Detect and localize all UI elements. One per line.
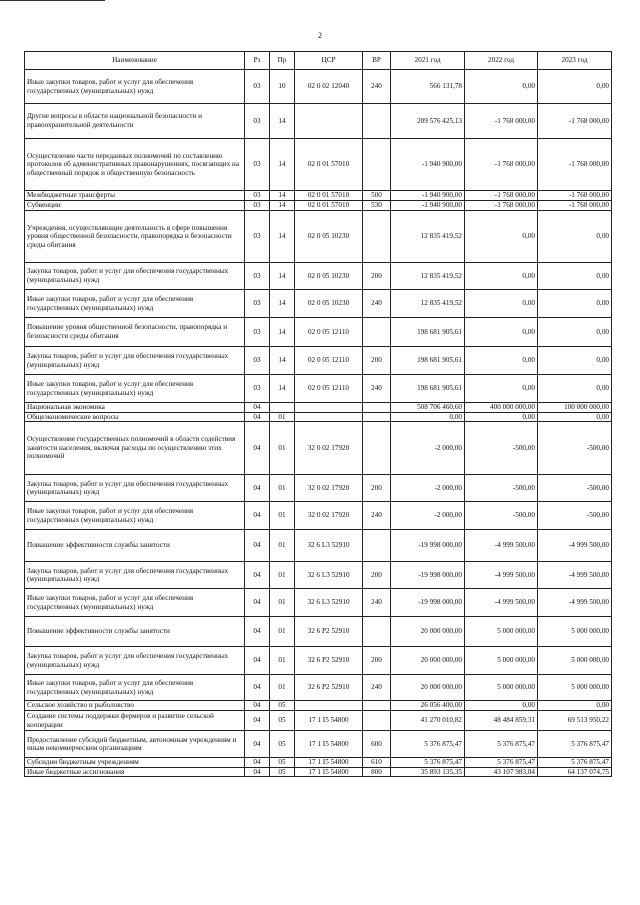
row-pr: 01 xyxy=(270,422,295,475)
row-name: Иные закупки товаров, работ и услуг для обеспечения государственных (муниципальных) нужд xyxy=(25,375,245,403)
row-pr: 01 xyxy=(270,502,295,530)
row-rz: 03 xyxy=(245,375,270,403)
row-2023: 0,00 xyxy=(538,263,612,290)
row-2022: 0,00 xyxy=(465,347,538,375)
row-2022: -1 768 000,00 xyxy=(465,139,538,191)
table-row xyxy=(25,617,612,647)
row-2022: 0,00 xyxy=(465,290,538,318)
row-vr: 200 xyxy=(363,347,391,375)
row-name: Повышение эффективности службы занятости xyxy=(25,530,245,562)
row-2021: 35 893 135,35 xyxy=(391,767,465,777)
row-csr: 32 6 L3 52910 xyxy=(295,562,363,589)
table-row xyxy=(25,290,612,318)
table-row xyxy=(25,201,612,211)
row-pr: 14 xyxy=(270,201,295,211)
row-2021: -19 998 000,00 xyxy=(391,589,465,617)
row-vr: 530 xyxy=(363,201,391,211)
table-row xyxy=(25,502,612,530)
row-csr xyxy=(295,403,363,413)
row-pr: 14 xyxy=(270,347,295,375)
row-2022: 0,00 xyxy=(465,701,538,711)
row-pr: 14 xyxy=(270,263,295,290)
table-row xyxy=(25,70,612,104)
row-2022: 5 000 000,00 xyxy=(465,617,538,647)
row-2022: 5 000 000,00 xyxy=(465,675,538,701)
row-2021: 12 835 419,52 xyxy=(391,263,465,290)
row-name: Закупка товаров, работ и услуг для обеспечения государственных (муниципальных) нужд xyxy=(25,562,245,589)
row-csr: 02 0 01 57010 xyxy=(295,139,363,191)
row-2021: 12 835 419,52 xyxy=(391,211,465,263)
row-name: Сельское хозяйство и рыболовство xyxy=(25,701,245,711)
row-rz: 04 xyxy=(245,731,270,758)
row-2022: 0,00 xyxy=(465,211,538,263)
row-vr: 800 xyxy=(363,767,391,777)
table-row xyxy=(25,422,612,475)
row-rz: 03 xyxy=(245,104,270,139)
row-csr: 32 6 L3 52910 xyxy=(295,589,363,617)
row-pr: 14 xyxy=(270,375,295,403)
row-pr: 14 xyxy=(270,318,295,347)
row-csr: 17 1 I5 54800 xyxy=(295,711,363,731)
row-vr xyxy=(363,530,391,562)
row-rz: 03 xyxy=(245,318,270,347)
row-2022: 400 000 000,00 xyxy=(465,403,538,413)
col-header-pr: Пр xyxy=(270,52,295,70)
row-2023: -1 768 000,00 xyxy=(538,191,612,201)
row-csr: 02 0 01 57010 xyxy=(295,191,363,201)
row-name: Создание системы поддержки фермеров и развитие сельской кооперации xyxy=(25,711,245,731)
row-pr: 14 xyxy=(270,139,295,191)
row-2023: 0,00 xyxy=(538,412,612,422)
col-header-csr: ЦСР xyxy=(295,52,363,70)
row-csr xyxy=(295,412,363,422)
row-rz: 04 xyxy=(245,617,270,647)
table-row xyxy=(25,347,612,375)
row-vr: 240 xyxy=(363,375,391,403)
row-vr: 200 xyxy=(363,475,391,502)
page-number: 2 xyxy=(318,31,322,40)
row-vr xyxy=(363,711,391,731)
row-pr: 05 xyxy=(270,701,295,711)
row-pr: 01 xyxy=(270,647,295,675)
row-2022: -1 768 000,00 xyxy=(465,104,538,139)
table-row xyxy=(25,530,612,562)
row-csr: 02 0 01 57010 xyxy=(295,201,363,211)
row-2022: 5 376 875,47 xyxy=(465,758,538,768)
row-2023: -4 999 500,00 xyxy=(538,530,612,562)
row-2023: -500,00 xyxy=(538,502,612,530)
row-rz: 04 xyxy=(245,530,270,562)
row-csr: 32 6 P2 52910 xyxy=(295,617,363,647)
row-2022: 48 484 859,31 xyxy=(465,711,538,731)
row-2022: 0,00 xyxy=(465,412,538,422)
row-name: Повышение эффективности службы занятости xyxy=(25,617,245,647)
row-vr xyxy=(363,617,391,647)
row-rz: 03 xyxy=(245,139,270,191)
row-rz: 04 xyxy=(245,412,270,422)
row-2022: 0,00 xyxy=(465,263,538,290)
row-vr: 600 xyxy=(363,731,391,758)
row-csr: 02 0 05 12110 xyxy=(295,318,363,347)
row-rz: 04 xyxy=(245,422,270,475)
table-row xyxy=(25,139,612,191)
row-rz: 03 xyxy=(245,211,270,263)
row-2022: -1 768 000,00 xyxy=(465,191,538,201)
row-pr: 01 xyxy=(270,675,295,701)
row-name: Другие вопросы в области национальной безопасности и правоохранительной деятельности xyxy=(25,104,245,139)
row-csr: 32 0 02 17920 xyxy=(295,502,363,530)
row-pr: 14 xyxy=(270,290,295,318)
row-2023: 0,00 xyxy=(538,290,612,318)
row-2023: -1 768 000,00 xyxy=(538,104,612,139)
row-vr: 240 xyxy=(363,290,391,318)
table-row xyxy=(25,318,612,347)
row-pr: 01 xyxy=(270,530,295,562)
table-row xyxy=(25,211,612,263)
row-2021: -2 000,00 xyxy=(391,422,465,475)
row-vr xyxy=(363,412,391,422)
row-vr: 240 xyxy=(363,589,391,617)
row-rz: 03 xyxy=(245,263,270,290)
row-vr xyxy=(363,701,391,711)
row-name: Общеэкономические вопросы xyxy=(25,412,245,422)
table-row xyxy=(25,475,612,502)
row-name: Предоставление субсидий бюджетным, автономным учреждениям и иным некоммерческим организациям xyxy=(25,731,245,758)
row-2023: -4 999 500,00 xyxy=(538,589,612,617)
table-row xyxy=(25,403,612,413)
row-csr: 32 6 P2 52910 xyxy=(295,647,363,675)
row-2021: 566 131,78 xyxy=(391,70,465,104)
table-row xyxy=(25,412,612,422)
row-2021: 508 706 460,60 xyxy=(391,403,465,413)
row-2022: -500,00 xyxy=(465,502,538,530)
row-pr: 14 xyxy=(270,211,295,263)
row-rz: 04 xyxy=(245,562,270,589)
table-row xyxy=(25,589,612,617)
row-name: Осуществление части переданных полномочий по составлению протоколов об административных правонарушениях, посягающих на общественный порядок и общественную безопасность xyxy=(25,139,245,191)
col-header-2022: 2022 год xyxy=(465,52,538,70)
table-row xyxy=(25,562,612,589)
row-csr: 17 1 I5 54800 xyxy=(295,731,363,758)
row-2021: 12 835 419,52 xyxy=(391,290,465,318)
row-pr: 14 xyxy=(270,191,295,201)
row-name: Иные закупки товаров, работ и услуг для обеспечения государственных (муниципальных) нужд xyxy=(25,290,245,318)
row-csr xyxy=(295,701,363,711)
row-2021: -1 940 900,00 xyxy=(391,201,465,211)
row-2022: -4 999 500,00 xyxy=(465,562,538,589)
row-rz: 03 xyxy=(245,201,270,211)
row-2023: -1 768 000,00 xyxy=(538,201,612,211)
row-name: Закупка товаров, работ и услуг для обеспечения государственных (муниципальных) нужд xyxy=(25,647,245,675)
row-rz: 04 xyxy=(245,767,270,777)
row-2023: -4 999 500,00 xyxy=(538,562,612,589)
row-csr: 02 0 05 12110 xyxy=(295,375,363,403)
row-pr: 10 xyxy=(270,70,295,104)
col-header-2021: 2021 год xyxy=(391,52,465,70)
row-2021: -2 000,00 xyxy=(391,475,465,502)
table-row xyxy=(25,263,612,290)
row-csr: 02 0 05 12110 xyxy=(295,347,363,375)
row-csr: 17 1 I5 54800 xyxy=(295,758,363,768)
row-2021: 209 576 425,13 xyxy=(391,104,465,139)
row-vr: 200 xyxy=(363,647,391,675)
row-csr: 17 1 I5 54800 xyxy=(295,767,363,777)
row-2023: 69 513 950,22 xyxy=(538,711,612,731)
row-rz: 04 xyxy=(245,711,270,731)
row-2022: 5 000 000,00 xyxy=(465,647,538,675)
table-row xyxy=(25,647,612,675)
row-name: Закупка товаров, работ и услуг для обеспечения государственных (муниципальных) нужд xyxy=(25,347,245,375)
row-2023: 0,00 xyxy=(538,701,612,711)
row-2022: -4 999 500,00 xyxy=(465,530,538,562)
row-2021: -2 000,00 xyxy=(391,502,465,530)
row-name: Закупка товаров, работ и услуг для обеспечения государственных (муниципальных) нужд xyxy=(25,263,245,290)
row-2023: -1 768 000,00 xyxy=(538,139,612,191)
row-2023: 5 000 000,00 xyxy=(538,675,612,701)
row-2021: -19 998 000,00 xyxy=(391,530,465,562)
row-vr: 200 xyxy=(363,263,391,290)
row-name: Субвенции xyxy=(25,201,245,211)
row-2021: 26 056 400,00 xyxy=(391,701,465,711)
row-name: Субсидии бюджетным учреждениям xyxy=(25,758,245,768)
col-header-2023: 2023 год xyxy=(538,52,612,70)
row-2023: 5 376 875,47 xyxy=(538,731,612,758)
row-pr: 01 xyxy=(270,589,295,617)
row-csr: 32 0 02 17920 xyxy=(295,475,363,502)
row-csr: 02 0 05 10230 xyxy=(295,290,363,318)
row-2021: 198 681 905,61 xyxy=(391,375,465,403)
row-2021: -19 998 000,00 xyxy=(391,562,465,589)
row-2022: -4 999 500,00 xyxy=(465,589,538,617)
row-2022: -1 768 000,00 xyxy=(465,201,538,211)
row-2023: 0,00 xyxy=(538,318,612,347)
row-2021: 20 000 000,00 xyxy=(391,617,465,647)
row-2023: -500,00 xyxy=(538,475,612,502)
row-vr xyxy=(363,318,391,347)
row-vr: 200 xyxy=(363,562,391,589)
row-rz: 03 xyxy=(245,290,270,318)
row-rz: 04 xyxy=(245,758,270,768)
row-2021: 20 000 000,00 xyxy=(391,647,465,675)
row-vr xyxy=(363,422,391,475)
row-2021: 5 376 875,47 xyxy=(391,731,465,758)
row-vr: 500 xyxy=(363,191,391,201)
row-2021: -1 940 900,00 xyxy=(391,139,465,191)
row-csr: 02 0 02 12040 xyxy=(295,70,363,104)
row-2023: 5 376 875,47 xyxy=(538,758,612,768)
col-header-name: Наименование xyxy=(25,52,245,70)
table-row xyxy=(25,701,612,711)
row-rz: 03 xyxy=(245,70,270,104)
row-2023: -500,00 xyxy=(538,422,612,475)
row-2022: -500,00 xyxy=(465,422,538,475)
row-name: Национальная экономика xyxy=(25,403,245,413)
row-rz: 04 xyxy=(245,589,270,617)
row-vr: 240 xyxy=(363,675,391,701)
row-pr: 05 xyxy=(270,711,295,731)
row-2023: 0,00 xyxy=(538,70,612,104)
budget-table xyxy=(24,51,612,777)
row-name: Иные закупки товаров, работ и услуг для обеспечения государственных (муниципальных) нужд xyxy=(25,502,245,530)
row-2022: -500,00 xyxy=(465,475,538,502)
row-csr: 32 0 02 17920 xyxy=(295,422,363,475)
row-rz: 03 xyxy=(245,347,270,375)
row-csr: 02 0 05 10230 xyxy=(295,263,363,290)
row-name: Закупка товаров, работ и услуг для обеспечения государственных (муниципальных) нужд xyxy=(25,475,245,502)
row-2021: 41 270 010,82 xyxy=(391,711,465,731)
row-csr: 32 6 L3 52910 xyxy=(295,530,363,562)
row-pr: 14 xyxy=(270,104,295,139)
row-rz: 04 xyxy=(245,701,270,711)
row-2021: 198 681 905,61 xyxy=(391,318,465,347)
table-row xyxy=(25,375,612,403)
row-name: Повышение уровня общественной безопасности, правопорядка и безопасности среды обитания xyxy=(25,318,245,347)
row-csr: 32 6 P2 52910 xyxy=(295,675,363,701)
row-pr: 05 xyxy=(270,731,295,758)
row-name: Иные закупки товаров, работ и услуг для обеспечения государственных (муниципальных) нужд xyxy=(25,70,245,104)
table-row xyxy=(25,758,612,768)
row-vr: 610 xyxy=(363,758,391,768)
table-row xyxy=(25,104,612,139)
row-rz: 04 xyxy=(245,647,270,675)
row-2023: 5 000 000,00 xyxy=(538,647,612,675)
row-vr xyxy=(363,139,391,191)
row-2021: 5 376 875,47 xyxy=(391,758,465,768)
row-2023: 0,00 xyxy=(538,375,612,403)
row-2023: 64 137 074,75 xyxy=(538,767,612,777)
row-csr xyxy=(295,104,363,139)
row-vr: 240 xyxy=(363,70,391,104)
row-2021: 0,00 xyxy=(391,412,465,422)
row-name: Иные бюджетные ассигнования xyxy=(25,767,245,777)
row-rz: 04 xyxy=(245,475,270,502)
row-vr xyxy=(363,104,391,139)
row-2021: 20 000 000,00 xyxy=(391,675,465,701)
row-rz: 04 xyxy=(245,403,270,413)
table-row xyxy=(25,711,612,731)
row-2022: 0,00 xyxy=(465,70,538,104)
table-row xyxy=(25,767,612,777)
row-vr xyxy=(363,211,391,263)
table-row xyxy=(25,675,612,701)
row-2022: 0,00 xyxy=(465,375,538,403)
row-pr: 05 xyxy=(270,758,295,768)
top-rule xyxy=(0,0,105,1)
row-pr: 01 xyxy=(270,475,295,502)
row-2021: 198 681 905,61 xyxy=(391,347,465,375)
row-pr: 01 xyxy=(270,617,295,647)
row-pr: 01 xyxy=(270,412,295,422)
table-header-row xyxy=(25,52,612,70)
row-name: Иные закупки товаров, работ и услуг для обеспечения государственных (муниципальных) нужд xyxy=(25,589,245,617)
row-2023: 0,00 xyxy=(538,347,612,375)
row-2022: 5 376 875,47 xyxy=(465,731,538,758)
row-vr xyxy=(363,403,391,413)
row-2022: 43 107 983,84 xyxy=(465,767,538,777)
table-row xyxy=(25,731,612,758)
row-rz: 04 xyxy=(245,675,270,701)
table-row xyxy=(25,191,612,201)
row-rz: 04 xyxy=(245,502,270,530)
row-csr: 02 0 05 10230 xyxy=(295,211,363,263)
row-pr: 01 xyxy=(270,562,295,589)
row-name: Осуществление государственных полномочий в области содействия занятости населения, включая расходы по осуществлению этих полномочий xyxy=(25,422,245,475)
row-name: Учреждения, осуществляющие деятельность в сфере повышения уровня общественной безопасности, правопорядка и безопасности среды обитания xyxy=(25,211,245,263)
row-name: Иные закупки товаров, работ и услуг для обеспечения государственных (муниципальных) нужд xyxy=(25,675,245,701)
col-header-vr: ВР xyxy=(363,52,391,70)
row-2023: 5 000 000,00 xyxy=(538,617,612,647)
row-2023: 100 000 000,00 xyxy=(538,403,612,413)
row-name: Межбюджетные трансферты xyxy=(25,191,245,201)
row-vr: 240 xyxy=(363,502,391,530)
row-rz: 03 xyxy=(245,191,270,201)
row-2023: 0,00 xyxy=(538,211,612,263)
row-2021: -1 940 900,00 xyxy=(391,191,465,201)
row-pr: 05 xyxy=(270,767,295,777)
row-2022: 0,00 xyxy=(465,318,538,347)
row-pr xyxy=(270,403,295,413)
col-header-rz: Рз xyxy=(245,52,270,70)
